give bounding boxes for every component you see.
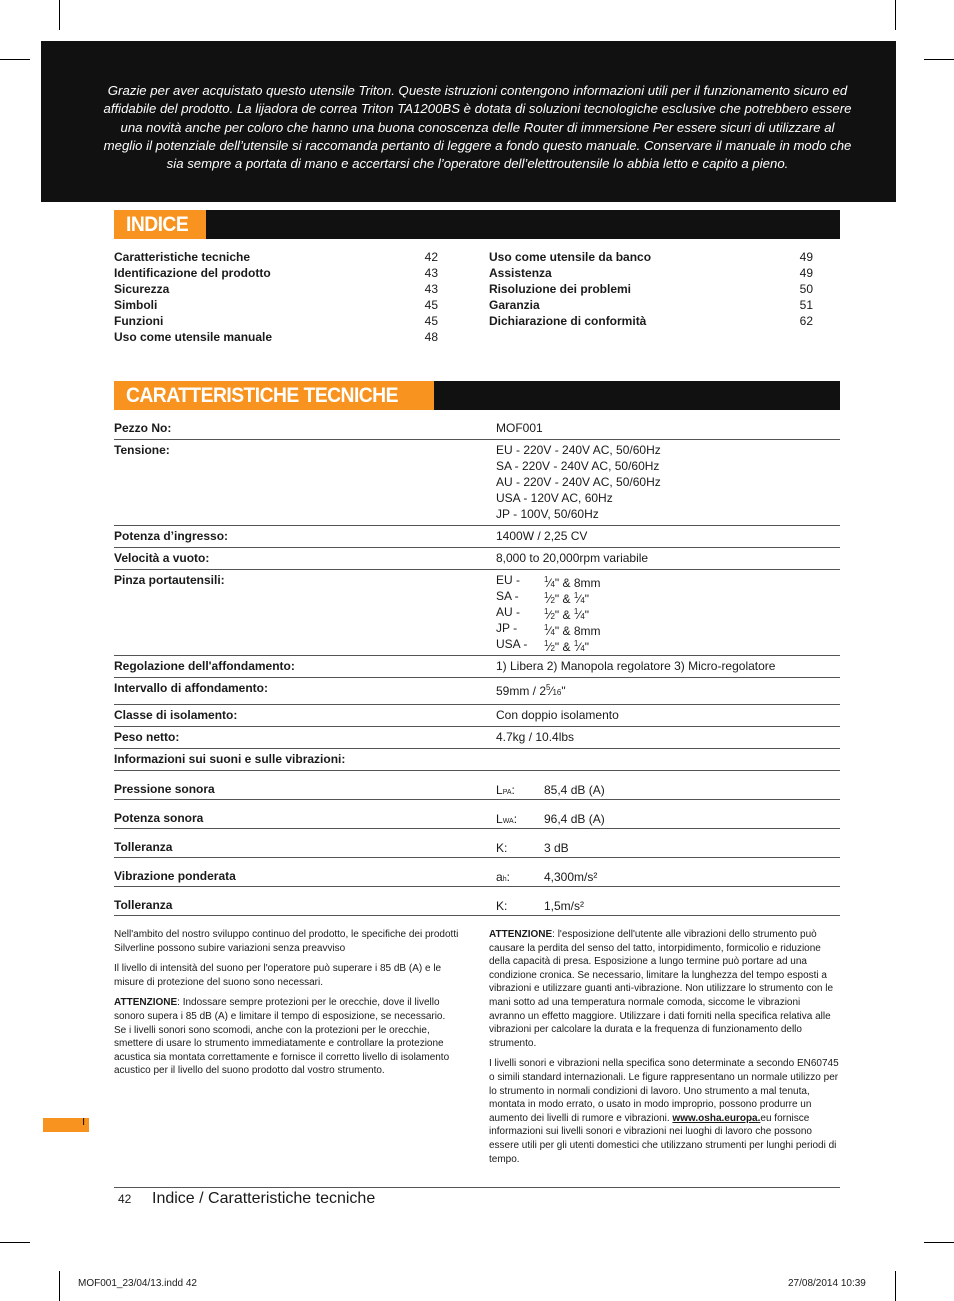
spec-value [496,572,840,652]
sound-label: Potenza sonora [114,811,204,825]
spec-row-voltage [114,440,840,526]
fraction-denominator: 2 [550,612,555,621]
fraction-numerator: 1 [544,591,549,600]
spec-row-insulation [114,705,840,727]
collet-size-rest: " & [554,592,574,606]
collet-line [496,572,840,588]
spec-label: Peso netto: [114,730,180,744]
sound-symbol: LWA: [496,812,518,826]
index-left-column [114,249,438,345]
collet-line [496,636,840,652]
fraction-denominator: 2 [550,644,555,653]
collet-size: $^1$⁄4" & 8mm [544,623,601,638]
collet-size-rest: " & 8mm [554,624,601,638]
warning-label: ATTENZIONE [114,997,178,1009]
spec-row-speed [114,548,840,570]
note-paragraph: Nell'ambito del nostro sviluppo continuo del prodotto, le specifiche dei prodotti Silverline possono subire variazioni senza preavviso [114,929,459,954]
collet-region: SA - [496,589,519,603]
notes-right [489,928,839,1173]
sound-row [114,829,840,858]
index-entry [114,329,438,345]
note-paragraph: Il livello di intensità del suono per l'operatore può superare i 85 dB (A) e le misure di protezione del suono sono necessari. [114,963,442,988]
index-entry-label: Garanzia [489,298,540,312]
fraction-numerator: 1 [544,623,549,632]
sound-header: Informazioni sui suoni e sulle vibrazioni: [114,752,346,766]
index-entry-page: 50 [799,282,813,296]
inch-mark: " [561,684,566,698]
sound-symbol: K: [496,841,508,855]
collet-line [496,588,840,604]
sound-label: Vibrazione ponderata [114,869,236,883]
fraction-numerator: 1 [573,639,579,648]
spec-value [496,442,840,522]
spec-row-plunge-adjust [114,656,840,678]
index-entry [489,281,813,297]
spec-label: Velocità a vuoto: [114,551,210,565]
sound-row [114,771,840,800]
spec-label: Tensione: [114,443,170,457]
fraction-numerator: 1 [573,607,579,616]
spec-value: 1) Libera 2) Manopola regolatore 3) Micro-regolatore [496,659,776,673]
symbol-subscript: PA [502,789,512,796]
sound-row [114,887,840,916]
sound-label: Tolleranza [114,840,173,854]
voltage-line: EU - 220V - 240V AC, 50/60Hz [496,443,661,457]
index-entry-label: Assistenza [489,266,552,280]
note-text: I livelli sonori e vibrazioni nella specifica sono determinate a secondo EN60745 o simili standard internazionali. Le figure rappresentano un normale utilizzo per lo strumento in normali condizioni di lavoro. Uno strumento a mal tenuta, montata in modo errato, o usato in modo improprio, possono produrre un aumento dei livelli di rumore e vibrazioni. [489,1058,839,1124]
sound-symbol: K: [496,899,508,913]
spec-row-collet [114,570,840,656]
fraction-numerator: 1 [573,591,579,600]
sound-row [114,800,840,829]
fraction-numerator: 1 [544,607,549,616]
symbol-subscript: WA [502,818,514,825]
spec-label: Potenza d’ingresso: [114,529,229,543]
fraction-denominator: 4 [550,580,555,589]
index-entry-page: 49 [799,266,813,280]
side-tab-label: I [82,1117,85,1128]
spec-row-part-no [114,418,840,440]
fraction-denominator: 4 [580,644,585,653]
collet-region: EU - [496,573,520,587]
voltage-line: USA - 120V AC, 60Hz [496,491,613,505]
symbol-letter: K [496,841,505,855]
fraction-denominator: 4 [550,628,555,637]
spec-row-plunge-range [114,678,840,705]
collet-size: $^1$⁄2" & $^1$⁄4" [544,639,590,654]
index-title: INDICE [126,212,189,236]
collet-size: $^1$⁄4" & 8mm [544,575,601,590]
collet-size-rest: " [584,640,590,654]
spec-value: $59mm / 2^5⁄16$" [496,683,566,698]
crop-mark [895,0,896,30]
collet-region: USA - [496,637,528,651]
osha-link[interactable]: www.osha.europa. [672,1112,761,1124]
fraction-numerator: 1 [544,639,549,648]
warning-text: : Indossare sempre protezioni per le orecchie, dove il livello sonoro supera i 85 dB (A) e limitare il tempo di esposizione, se necessario. Se i livelli sonori sono scomodi, anche con la protezioni per le orecchie, smettere di usare lo strumento immediatamente e controllare la protezione acustica sia montata correttamente e fornisce il corretto livello di isolamento acustico per il livello del suono prodotto dal vostro strumento. [114,997,450,1077]
index-entry [114,249,438,265]
index-entry-label: Dichiarazione di conformità [489,314,647,328]
index-entry [114,313,438,329]
fraction-denominator: 4 [580,596,585,605]
page-number: 42 [118,1192,132,1206]
warning-label: ATTENZIONE [489,929,553,940]
crop-mark [924,59,954,60]
spec-label: Regolazione dell'affondamento: [114,659,295,673]
collet-size: $^1$⁄2" & $^1$⁄4" [544,591,590,606]
fraction-numerator: 1 [544,575,549,584]
spec-row-weight [114,727,840,749]
sound-symbol: ah: [496,870,510,884]
specs-table [114,418,840,916]
index-right-column [489,249,813,329]
sound-row [114,858,840,887]
symbol-letter: L [496,783,503,797]
voltage-line: SA - 220V - 240V AC, 50/60Hz [496,459,660,473]
index-entry-page: 45 [424,298,438,312]
crop-mark [0,59,30,60]
index-entry [489,313,813,329]
note-text: eu fornisce informazioni sui livelli sonori e vibrazioni nei luoghi di lavoro che possono essere utili per gli utenti domestici che utilizzano strumenti per lunghi periodi di tempo. [489,1112,837,1165]
sound-vibration-rows [114,771,840,916]
collet-size-rest: " & [554,640,574,654]
index-entry-page: 51 [799,298,813,312]
index-entry [114,281,438,297]
index-entry-page: 42 [424,250,438,264]
footer-title: Indice / Caratteristiche tecniche [152,1190,376,1207]
fraction-numerator: 5 [546,683,551,692]
index-entry [114,297,438,313]
warning-text: : l'esposizione dell'utente alle vibrazioni dello strumento può causare la perdita del senso del tatto, intorpidimento, formicolio e riduzione della capacità di presa. Esposizione a lungo termine può portare ad una condizione cronica. Se necessario, limitare la lunghezza del tempo esposti a vibrazioni e utilizzare guanti anti-vibrazione. Non utilizzare lo strumento con le mani sotto ad una temperatura normale comoda, siccome le vibrazioni avranno un effetto maggiore. Utilizzare i dati forniti nella specifica relativa alle vibrazioni per calcolare la durata e la frequenza di funzionamento dello strumento. [489,929,834,1049]
index-entry-page: 48 [424,330,438,344]
spec-value: Con doppio isolamento [496,708,619,722]
spec-label: Classe di isolamento: [114,708,238,722]
index-entry-page: 62 [799,314,813,328]
index-entry-page: 43 [424,266,438,280]
fraction-denominator: 4 [580,612,585,621]
collet-size-rest: " [584,592,590,606]
footer-divider [114,1187,840,1188]
index-entry [489,249,813,265]
specs-header-tab [114,381,434,410]
index-header-bar [114,210,840,239]
spec-value: 4.7kg / 10.4lbs [496,730,575,744]
collet-region: AU - [496,605,520,619]
symbol-letter: a [496,870,503,884]
collet-size-rest: " [584,608,590,622]
sound-label: Pressione sonora [114,782,215,796]
symbol-letter: L [496,812,503,826]
index-entry-label: Uso come utensile da banco [489,250,652,264]
index-entry-label: Identificazione del prodotto [114,266,271,280]
print-slug-file: MOF001_23/04/13.indd 42 [78,1278,197,1289]
symbol-letter: K [496,899,505,913]
index-entry [489,297,813,313]
sound-symbol: LPA: [496,783,515,797]
index-entry-label: Simboli [114,298,158,312]
crop-mark [895,1271,896,1301]
collet-size-rest: " & [554,608,574,622]
collet-region: JP - [496,621,518,635]
index-entry-label: Caratteristiche tecniche [114,250,251,264]
index-entry-label: Risoluzione dei problemi [489,282,632,296]
spec-value: 1400W / 2,25 CV [496,529,588,543]
note-paragraph [114,996,460,1078]
spec-value: 8,000 to 20,000rpm variabile [496,551,649,565]
specs-header-bar [114,381,840,410]
spec-row-sound-header [114,749,840,771]
sound-value: 96,4 dB (A) [544,812,605,826]
crop-mark [0,1242,30,1243]
fraction-denominator: 16 [552,688,562,697]
voltage-line: JP - 100V, 50/60Hz [496,507,599,521]
crop-mark [59,0,60,30]
specs-title: CARATTERISTICHE TECNICHE [126,383,398,407]
note-paragraph [489,928,839,1050]
print-slug-date: 27/08/2014 10:39 [788,1278,866,1289]
symbol-subscript: h [502,876,507,883]
index-entry-page: 49 [799,250,813,264]
sound-value: 1,5m/s² [544,899,585,913]
voltage-line: AU - 220V - 240V AC, 50/60Hz [496,475,661,489]
sound-label: Tolleranza [114,898,173,912]
index-entry-label: Funzioni [114,314,164,328]
collet-line [496,620,840,636]
spec-row-power [114,526,840,548]
sound-value: 85,4 dB (A) [544,783,605,797]
crop-mark [924,1242,954,1243]
index-header-tab [114,210,206,239]
index-entry-page: 45 [424,314,438,328]
note-paragraph [489,1057,839,1166]
index-entry-label: Sicurezza [114,282,170,296]
index-entry-label: Uso come utensile manuale [114,330,273,344]
sound-value: 4,300m/s² [544,870,598,884]
crop-mark [59,1271,60,1301]
spec-value: MOF001 [496,421,543,435]
intro-text: Grazie per aver acquistato questo utensile Triton. Queste istruzioni contengono informazioni utili per il funzionamento sicuro ed affidabile del prodotto. La lijadora de correa Triton TA1200BS è dotata di soluzioni tecnologiche esclusive che potrebbero essere una novità anche per coloro che hanno una buona conoscenza delle Router di immersione Per essere sicuri di utilizzare al meglio il potenziale dell’utensile si raccomanda pertanto di leggere a fondo questo manuale. Conservare il manuale in modo che sia sempre a portata di mano e accertarsi che l’operatore dell’elettroutensile lo abbia letto e capito a pieno. [103,83,852,172]
spec-label: Pinza portautensili: [114,573,225,587]
collet-size-rest: " & 8mm [554,576,601,590]
collet-size: $^1$⁄2" & $^1$⁄4" [544,607,590,622]
section-side-tab [43,1118,89,1132]
collet-line [496,604,840,620]
sound-value: 3 dB [544,841,569,855]
index-entry [489,265,813,281]
fraction-denominator: 2 [550,596,555,605]
index-entry [114,265,438,281]
plunge-range-value: 59mm / 2 [496,684,547,698]
notes-left [114,928,460,1085]
spec-label: Pezzo No: [114,421,172,435]
spec-label: Intervallo di affondamento: [114,681,269,695]
index-entry-page: 43 [424,282,438,296]
